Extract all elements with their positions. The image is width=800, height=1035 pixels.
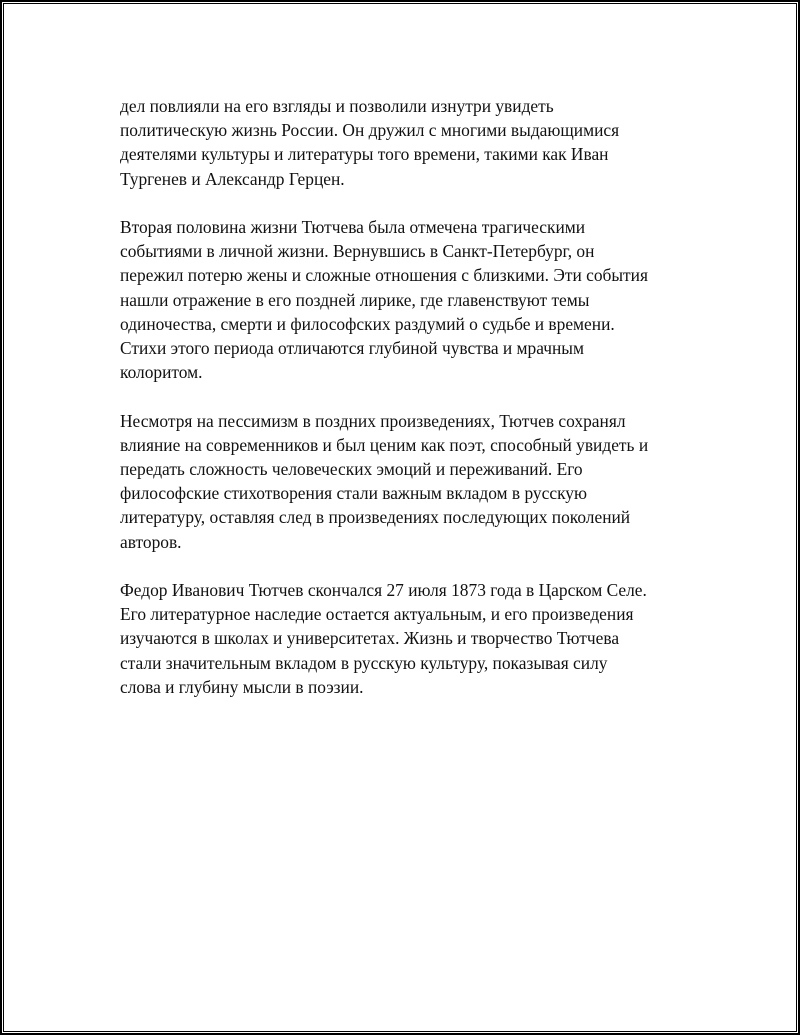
paragraph-2: [120, 215, 705, 384]
text-line: одиночества, смерти и философских раздумий о судьбе и времени.: [120, 313, 615, 334]
paragraph-3: [120, 409, 705, 554]
text-line: Федор Иванович Тютчев скончался 27 июля 1873 года в Царском Селе.: [120, 580, 647, 601]
text-line: влияние на современников и был ценим как поэт, способный увидеть и: [120, 434, 649, 455]
paragraph-1: [120, 94, 705, 191]
text-line: слова и глубину мысли в поэзии.: [120, 676, 364, 697]
text-line: Его литературное наследие остается актуальным, и его произведения: [120, 604, 634, 625]
text-line: авторов.: [120, 531, 182, 552]
text-line: Несмотря на пессимизм в поздних произведениях, Тютчев сохранял: [120, 410, 626, 431]
text-line: передать сложность человеческих эмоций и переживаний. Его: [120, 459, 583, 480]
text-line: дел повлияли на его взгляды и позволили изнутри увидеть: [120, 96, 554, 116]
text-line: изучаются в школах и университетах. Жизнь и творчество Тютчева: [120, 628, 620, 649]
paragraph-4: [120, 578, 705, 699]
text-line: Стихи этого периода отличаются глубиной чувства и мрачным: [120, 338, 584, 359]
text-line: литературу, оставляя след в произведениях последующих поколений: [120, 507, 631, 528]
text-line: стали значительным вкладом в русскую культуру, показывая силу: [120, 652, 608, 673]
text-line: колоритом.: [120, 362, 203, 383]
text-line: пережил потерю жены и сложные отношения с близкими. Эти события: [120, 265, 648, 286]
text-line: событиями в личной жизни. Вернувшись в Санкт-Петербург, он: [120, 241, 595, 262]
document-body: [120, 94, 705, 723]
text-line: философские стихотворения стали важным вкладом в русскую: [120, 483, 587, 504]
text-line: Тургенев и Александр Герцен.: [120, 168, 345, 189]
text-line: политическую жизнь России. Он дружил с многими выдающимися: [120, 120, 620, 141]
text-line: деятелями культуры и литературы того времени, такими как Иван: [120, 144, 609, 165]
text-line: Вторая половина жизни Тютчева была отмечена трагическими: [120, 217, 586, 237]
text-line: нашли отражение в его поздней лирике, где главенствуют темы: [120, 289, 590, 310]
